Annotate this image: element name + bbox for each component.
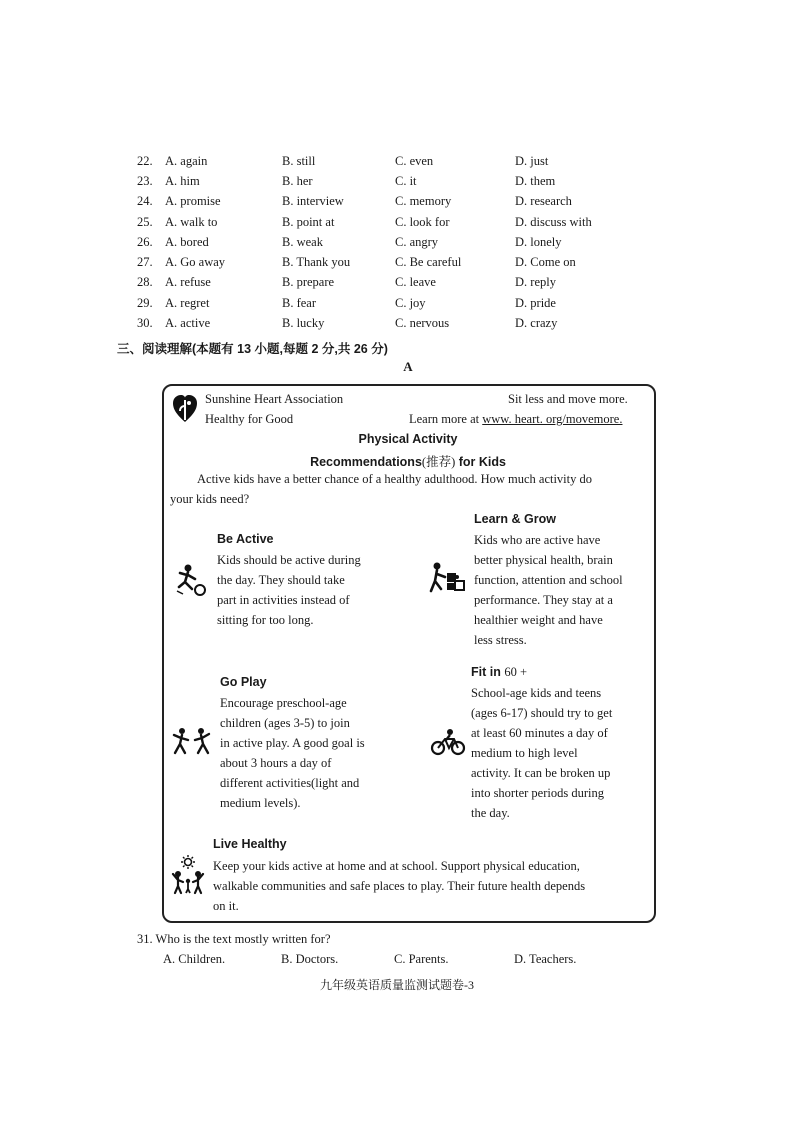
live-healthy-title: Live Healthy — [213, 837, 287, 851]
learn-grow-text: function, attention and school — [474, 573, 623, 587]
option-b: B. weak — [282, 235, 323, 249]
option-b: B. still — [282, 154, 316, 168]
learn-more-text: Learn more at — [409, 412, 483, 426]
q31-option-d: D. Teachers. — [514, 952, 577, 966]
learn-grow-text: better physical health, brain — [474, 553, 613, 567]
be-active-text: Kids should be active during — [217, 553, 361, 567]
fit60-text: School-age kids and teens — [471, 686, 602, 700]
question-number: 29. — [137, 296, 153, 310]
title-for-kids: for Kids — [455, 455, 506, 469]
fit60-text: medium to high level — [471, 746, 578, 760]
question-row — [0, 316, 794, 336]
option-d: D. discuss with — [515, 215, 592, 229]
option-c: C. nervous — [395, 316, 450, 330]
fit60-title-number: 60 + — [504, 665, 528, 679]
be-active-text: part in activities instead of — [217, 593, 350, 607]
poster-title-line1: Physical Activity — [358, 432, 458, 446]
learn-more — [409, 412, 622, 427]
option-b: B. lucky — [282, 316, 325, 330]
question-row — [0, 296, 794, 316]
option-d: D. lonely — [515, 235, 562, 249]
question-number: 26. — [137, 235, 153, 249]
option-b: B. her — [282, 174, 313, 188]
option-c: C. it — [395, 174, 417, 188]
title-recommendations: Recommendations — [310, 455, 422, 469]
question-row — [0, 215, 794, 235]
question-number: 25. — [137, 215, 153, 229]
question-number: 28. — [137, 275, 153, 289]
option-c: C. joy — [395, 296, 426, 310]
learn-grow-text: healthier weight and have — [474, 613, 603, 627]
option-d: D. just — [515, 154, 549, 168]
option-b: B. interview — [282, 194, 344, 208]
live-healthy-text: Keep your kids active at home and at school. Support physical education, — [213, 859, 580, 873]
option-d: D. Come on — [515, 255, 576, 269]
slogan-right: Sit less and move more. — [508, 392, 628, 406]
option-c: C. memory — [395, 194, 452, 208]
question-number: 24. — [137, 194, 153, 208]
go-play-title: Go Play — [220, 675, 267, 689]
option-a: A. again — [165, 154, 208, 168]
option-a: A. walk to — [165, 215, 218, 229]
fit60-text: at least 60 minutes a day of — [471, 726, 608, 740]
option-d: D. pride — [515, 296, 556, 310]
question-row — [0, 255, 794, 275]
option-a: A. promise — [165, 194, 221, 208]
option-d: D. reply — [515, 275, 556, 289]
fit60-text: into shorter periods during — [471, 786, 604, 800]
intro-line-2: your kids need? — [170, 492, 250, 506]
fit60-title — [471, 665, 527, 680]
org-slogan: Healthy for Good — [205, 412, 294, 426]
option-a: A. regret — [165, 296, 210, 310]
q31-option-b: B. Doctors. — [281, 952, 339, 966]
poster-title-line2 — [0, 452, 794, 470]
option-b: B. point at — [282, 215, 335, 229]
heart-logo-icon — [172, 394, 198, 424]
option-a: A. active — [165, 316, 211, 330]
option-a: A. bored — [165, 235, 209, 249]
option-d: D. research — [515, 194, 572, 208]
org-name: Sunshine Heart Association — [205, 392, 344, 406]
fit60-title-text: Fit in — [471, 665, 505, 679]
option-b: B. fear — [282, 296, 317, 310]
fit60-text: activity. It can be broken up — [471, 766, 611, 780]
be-active-title: Be Active — [217, 532, 274, 546]
section-heading: 三、阅读理解(本题有 13 小题,每题 2 分,共 26 分) — [117, 342, 388, 356]
bicycle-icon — [430, 728, 466, 756]
option-c: C. leave — [395, 275, 436, 289]
option-b: B. Thank you — [282, 255, 351, 269]
title-chinese: (推荐) — [421, 455, 456, 469]
q31-option-c: C. Parents. — [394, 952, 449, 966]
kids-playing-icon — [171, 727, 213, 759]
kicking-ball-icon — [173, 563, 207, 597]
go-play-text: medium levels). — [220, 796, 301, 810]
website-link[interactable]: www. heart. org/movemore. — [482, 412, 623, 426]
go-play-text: children (ages 3-5) to join — [220, 716, 350, 730]
question-number: 27. — [137, 255, 153, 269]
live-healthy-text: on it. — [213, 899, 239, 913]
question-row — [0, 194, 794, 214]
option-c: C. even — [395, 154, 434, 168]
question-number: 23. — [137, 174, 153, 188]
fit60-text: the day. — [471, 806, 510, 820]
option-c: C. Be careful — [395, 255, 462, 269]
question-row — [0, 275, 794, 295]
family-sun-icon — [170, 855, 206, 895]
learn-grow-text: less stress. — [474, 633, 527, 647]
learn-grow-text: Kids who are active have — [474, 533, 601, 547]
question-row — [0, 154, 794, 174]
be-active-text: sitting for too long. — [217, 613, 314, 627]
go-play-text: Encourage preschool-age — [220, 696, 347, 710]
go-play-text: in active play. A good goal is — [220, 736, 365, 750]
passage-letter: A — [403, 359, 413, 374]
live-healthy-text: walkable communities and safe places to play. Their future health depends — [213, 879, 586, 893]
learn-grow-title: Learn & Grow — [474, 512, 556, 526]
option-a: A. him — [165, 174, 200, 188]
go-play-text: different activities(light and — [220, 776, 360, 790]
option-d: D. crazy — [515, 316, 558, 330]
go-play-text: about 3 hours a day of — [220, 756, 332, 770]
page-footer: 九年级英语质量监测试题卷-3 — [320, 978, 474, 992]
puzzle-child-icon — [427, 561, 467, 595]
question-number: 22. — [137, 154, 153, 168]
option-d: D. them — [515, 174, 556, 188]
learn-grow-text: performance. They stay at a — [474, 593, 613, 607]
option-c: C. look for — [395, 215, 450, 229]
option-a: A. refuse — [165, 275, 211, 289]
question-number: 30. — [137, 316, 153, 330]
question-row — [0, 174, 794, 194]
option-b: B. prepare — [282, 275, 335, 289]
question-row — [0, 235, 794, 255]
be-active-text: the day. They should take — [217, 573, 345, 587]
q31-option-a: A. Children. — [163, 952, 226, 966]
q31-stem: 31. Who is the text mostly written for? — [137, 932, 331, 946]
fit60-text: (ages 6-17) should try to get — [471, 706, 613, 720]
option-c: C. angry — [395, 235, 439, 249]
option-a: A. Go away — [165, 255, 226, 269]
intro-line-1: Active kids have a better chance of a healthy adulthood. How much activity do — [197, 472, 593, 486]
